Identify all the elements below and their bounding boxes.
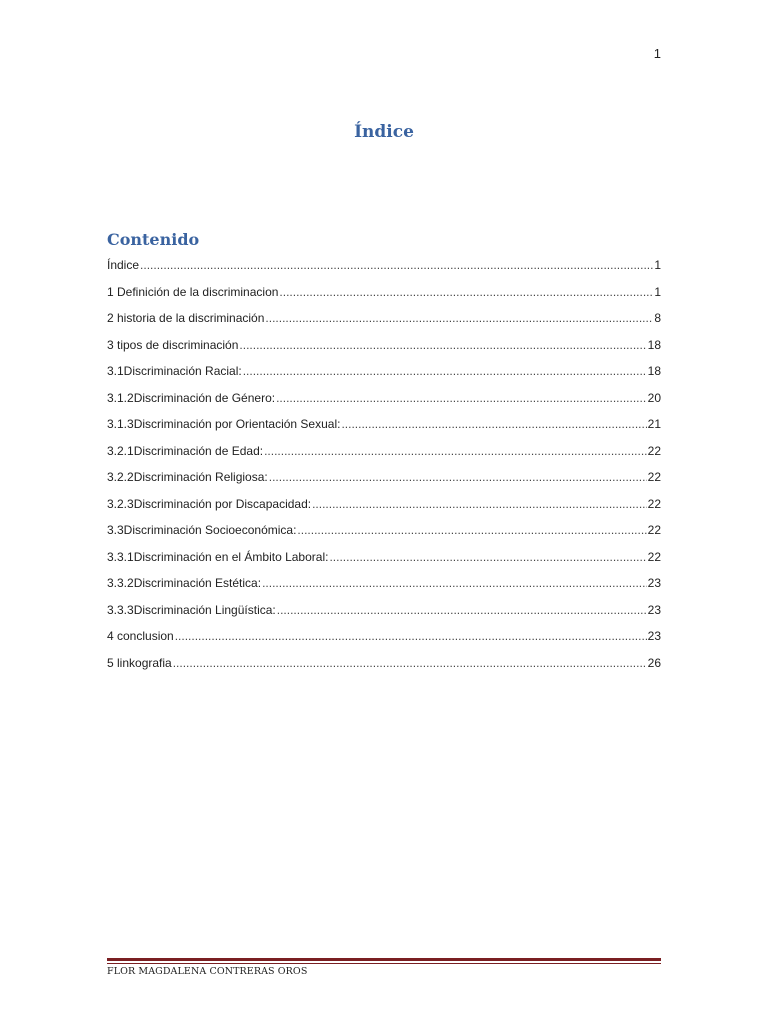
toc-dot-leader: [239, 336, 646, 354]
toc-entry-label: 3.1.2Discriminación de Género:: [107, 390, 276, 405]
toc-entry-label: 3.3.3Discriminación Lingüística:: [107, 602, 276, 617]
toc-dot-leader: [264, 442, 647, 460]
toc-entry[interactable]: [107, 283, 661, 310]
toc-entry-page: 23: [647, 602, 661, 617]
toc-dot-leader: [243, 362, 647, 380]
toc-dot-leader: [265, 309, 653, 327]
toc-entry-page: 22: [647, 443, 661, 458]
toc-entry-label: 3.2.2Discriminación Religiosa:: [107, 470, 268, 484]
table-of-contents: [107, 256, 661, 680]
toc-entry-page: 22: [647, 496, 661, 511]
toc-entry[interactable]: [107, 548, 661, 575]
toc-entry-label: 3.2.3Discriminación por Discapacidad:: [107, 496, 312, 511]
footer-divider-thin: [107, 963, 661, 964]
toc-entry[interactable]: [107, 389, 661, 416]
toc-entry-page: 23: [647, 576, 661, 590]
toc-dot-leader: [279, 283, 653, 301]
page-number: 1: [653, 46, 661, 61]
toc-entry-page: 20: [647, 390, 661, 405]
toc-dot-leader: [276, 389, 647, 407]
toc-entry-page: 21: [647, 417, 661, 431]
toc-entry-page: 18: [647, 337, 661, 352]
toc-entry[interactable]: [107, 627, 661, 654]
footer-divider-thick: [107, 958, 661, 961]
toc-entry[interactable]: [107, 574, 661, 601]
toc-entry-label: 3.3.1Discriminación en el Ámbito Laboral:: [107, 549, 329, 564]
toc-entry-label: 5 linkografia: [107, 655, 172, 670]
toc-entry[interactable]: [107, 468, 661, 495]
toc-dot-leader: [173, 654, 647, 672]
toc-entry-label: 1 Definición de la discriminacion: [107, 284, 279, 299]
toc-entry-label: 3.3Discriminación Socioeconómica:: [107, 523, 297, 537]
toc-dot-leader: [329, 548, 646, 566]
toc-entry-page: 26: [647, 655, 661, 670]
toc-entry[interactable]: [107, 362, 661, 389]
toc-dot-leader: [269, 468, 647, 486]
toc-dot-leader: [341, 415, 646, 433]
toc-entry-page: 22: [647, 523, 661, 537]
toc-entry-page: 1: [654, 258, 661, 272]
toc-entry[interactable]: [107, 521, 661, 548]
toc-entry-label: 3.3.2Discriminación Estética:: [107, 576, 262, 590]
toc-entry[interactable]: [107, 654, 661, 681]
toc-dot-leader: [312, 495, 647, 513]
toc-entry-page: 23: [647, 629, 661, 643]
toc-entry-page: 18: [647, 364, 661, 378]
toc-entry[interactable]: [107, 415, 661, 442]
toc-entry-page: 8: [654, 311, 661, 325]
toc-entry-label: 3.1Discriminación Racial:: [107, 364, 242, 378]
toc-entry-label: 3 tipos de discriminación: [107, 337, 239, 352]
toc-dot-leader: [297, 521, 646, 539]
toc-entry-label: Índice: [107, 258, 140, 272]
toc-dot-leader: [277, 601, 647, 619]
toc-entry-label: 2 historia de la discriminación: [107, 311, 265, 325]
toc-entry[interactable]: [107, 256, 661, 283]
toc-entry[interactable]: [107, 601, 661, 628]
toc-dot-leader: [175, 627, 647, 645]
toc-entry-label: 4 conclusion: [107, 629, 174, 643]
page-title: Índice: [354, 122, 414, 142]
toc-dot-leader: [262, 574, 647, 592]
footer-divider: [107, 958, 661, 964]
toc-entry-page: 22: [647, 470, 661, 484]
toc-entry[interactable]: [107, 336, 661, 363]
toc-dot-leader: [140, 256, 653, 274]
toc-entry[interactable]: [107, 495, 661, 522]
toc-entry[interactable]: [107, 309, 661, 336]
toc-entry-label: 3.2.1Discriminación de Edad:: [107, 443, 264, 458]
toc-heading: Contenido: [107, 230, 200, 249]
footer-author: FLOR MAGDALENA CONTRERAS OROS: [107, 966, 308, 977]
toc-entry-page: 22: [647, 549, 661, 564]
toc-entry-label: 3.1.3Discriminación por Orientación Sexual:: [107, 417, 341, 431]
toc-entry-page: 1: [654, 284, 661, 299]
toc-entry[interactable]: [107, 442, 661, 469]
